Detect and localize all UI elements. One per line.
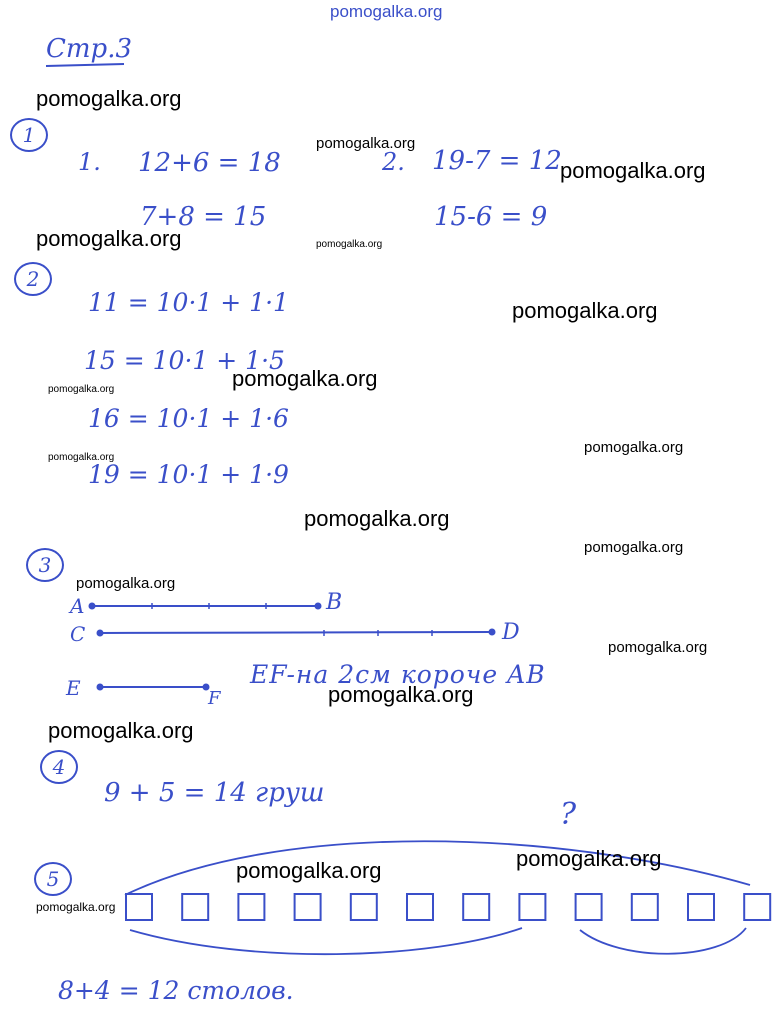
task-3-note: EF-на 2см короче AB	[250, 660, 546, 689]
task-2-line-2: 15 = 10·1 + 1·5	[84, 346, 285, 375]
watermark: pomogalka.org	[584, 439, 684, 456]
watermark: pomogalka.org	[512, 298, 658, 323]
watermark: pomogalka.org	[48, 718, 194, 743]
point-e-label: E	[66, 676, 81, 700]
watermark: pomogalka.org	[36, 86, 182, 111]
task-1-eq-2: 7+8 = 15	[140, 202, 267, 232]
point-a-label: A	[70, 594, 85, 618]
table-square	[688, 894, 714, 920]
segment-ab	[89, 603, 322, 610]
task-1-eq-1: 12+6 = 18	[138, 148, 281, 178]
task-5-eq: 8+4 = 12 столов.	[58, 976, 294, 1005]
task-1-label-1: 1.	[78, 148, 101, 176]
segment-ef	[97, 684, 210, 691]
table-square	[238, 894, 264, 920]
task-5-question: ?	[560, 797, 577, 832]
watermark: pomogalka.org	[584, 539, 684, 556]
task-1-number: 1	[10, 118, 48, 152]
watermark: pomogalka.org	[608, 639, 708, 656]
table-square	[351, 894, 377, 920]
point-d-label: D	[502, 620, 520, 645]
task-2-line-4: 19 = 10·1 + 1·9	[88, 460, 289, 489]
watermark: pomogalka.org	[36, 900, 116, 914]
point-c-label: C	[70, 622, 86, 646]
watermark: pomogalka.org	[36, 226, 182, 251]
point-b-label: B	[326, 590, 343, 615]
task-1-eq-4: 15-6 = 9	[434, 202, 548, 232]
point-f-label: F	[208, 688, 221, 709]
task-2-line-1: 11 = 10·1 + 1·1	[88, 288, 289, 317]
task-3-number: 3	[26, 548, 64, 582]
task-2-number: 2	[14, 262, 52, 296]
table-square	[407, 894, 433, 920]
site-header-watermark: pomogalka.org	[330, 2, 443, 21]
watermark: pomogalka.org	[516, 846, 662, 871]
watermark: pomogalka.org	[76, 575, 176, 592]
table-square	[576, 894, 602, 920]
watermark: pomogalka.org	[316, 239, 383, 250]
table-square	[744, 894, 770, 920]
arc-left-group	[130, 928, 522, 954]
table-square	[126, 894, 152, 920]
watermark: pomogalka.org	[232, 366, 378, 391]
task-1-label-2: 2.	[382, 148, 405, 176]
task-4-eq: 9 + 5 = 14 груш	[104, 778, 325, 808]
watermark: pomogalka.org	[328, 682, 474, 707]
task-2-line-3: 16 = 10·1 + 1·6	[88, 404, 289, 433]
watermark: pomogalka.org	[48, 452, 115, 463]
squares-row	[126, 894, 770, 920]
page-label-underline	[46, 64, 124, 66]
watermark: pomogalka.org	[48, 384, 115, 395]
page-label: Стр.3	[46, 34, 132, 64]
table-square	[295, 894, 321, 920]
watermark: pomogalka.org	[304, 506, 450, 531]
watermark: pomogalka.org	[236, 858, 382, 883]
table-square	[463, 894, 489, 920]
task-1-eq-3: 19-7 = 12	[432, 146, 562, 176]
arc-right-group	[580, 928, 746, 954]
task-4-number: 4	[40, 750, 78, 784]
segment-cd	[97, 629, 496, 637]
watermark: pomogalka.org	[560, 158, 706, 183]
table-square	[519, 894, 545, 920]
table-square	[632, 894, 658, 920]
watermark: pomogalka.org	[316, 135, 416, 152]
task-5-number: 5	[34, 862, 72, 896]
table-square	[182, 894, 208, 920]
